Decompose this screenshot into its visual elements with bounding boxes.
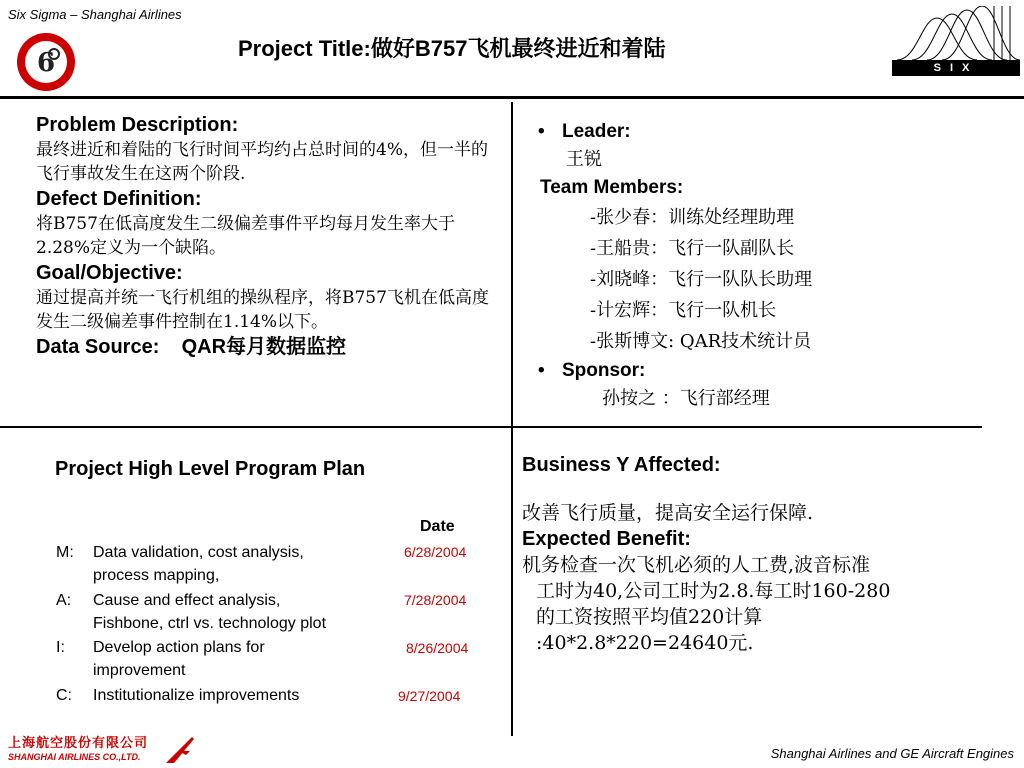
benefit-line: 机务检查一次飞机必须的人工费,波音标准 (522, 554, 871, 576)
plan-row-date: 7/28/2004 (404, 592, 467, 608)
plan-row-key: A: (56, 592, 72, 609)
shanghai-airlines-footer-logo (6, 733, 196, 765)
bullet-icon: • (538, 360, 545, 381)
benefit-line: 的工资按照平均值220计算 (536, 606, 763, 628)
horizontal-divider (0, 426, 982, 428)
leader-row (538, 118, 978, 146)
member-item: -刘晓峰：飞行一队队长助理 (590, 269, 813, 290)
leader-name: 王锐 (566, 149, 602, 170)
plan-row-date: 9/27/2004 (398, 688, 461, 704)
sponsor-heading: Sponsor: (562, 360, 646, 381)
footer-text: Shanghai Airlines and GE Aircraft Engines (770, 746, 1014, 761)
benefit-line: 工时为40,公司工时为2.8.每工时160-280 (536, 580, 891, 602)
plan-title: Project High Level Program Plan (55, 458, 366, 480)
member-item: -张斯博文: QAR技术统计员 (590, 331, 812, 352)
header-divider (0, 96, 1024, 99)
footer-logo-cn: 上海航空股份有限公司 (8, 736, 149, 751)
plan-date-header: Date (420, 518, 455, 535)
plan-row (56, 541, 393, 587)
plan-row-line1: Cause and effect analysis, (93, 592, 281, 609)
plan-row-line1: Develop action plans for (93, 639, 265, 656)
plan-row-date: 8/26/2004 (406, 640, 469, 656)
leader-heading: Leader: (562, 121, 631, 142)
shanghai-airlines-logo (16, 32, 76, 92)
benefit-line: :40*2.8*220=24640元. (536, 632, 754, 654)
svg-text:6: 6 (36, 48, 56, 78)
team-section (538, 118, 978, 413)
plan-row-line2: process mapping, (93, 567, 220, 584)
defect-heading: Defect Definition: (36, 188, 202, 210)
defect-text: 将B757在低高度发生二级偏差事件平均每月发生率大于2.28%定义为一个缺陷。 (36, 214, 455, 258)
plan-row-key: M: (56, 544, 74, 561)
member-item: -张少春：训练处经理助理 (590, 207, 795, 228)
member-item: -王船贵：飞行一队副队长 (590, 238, 795, 259)
plan-row-line2: improvement (93, 662, 186, 679)
plan-row-line2: Fishbone, ctrl vs. technology plot (93, 615, 327, 632)
plan-row (56, 636, 393, 682)
problem-section (36, 112, 496, 360)
plan-row-key: C: (56, 687, 72, 704)
footer-logo-en: SHANGHAI AIRLINES CO.,LTD. (8, 752, 141, 762)
data-source-line (36, 334, 496, 360)
business-section (522, 452, 1002, 656)
plan-row-line1: Institutionalize improvements (93, 687, 300, 704)
member-item: -计宏辉：飞行一队机长 (590, 300, 777, 321)
problem-text: 最终进近和着陆的飞行时间平均约占总时间的4%，但一半的飞行事故发生在这两个阶段. (36, 140, 488, 184)
problem-heading: Problem Description: (36, 114, 239, 136)
data-source-heading: Data Source: (36, 336, 160, 358)
plan-row-date: 6/28/2004 (404, 544, 467, 560)
business-affected-text: 改善飞行质量，提高安全运行保障. (522, 502, 814, 524)
page-title: Project Title:做好B757飞机最终进近和着陆 (238, 36, 666, 61)
benefit-heading: Expected Benefit: (522, 528, 691, 550)
plan-row (56, 589, 403, 635)
goal-heading: Goal/Objective: (36, 262, 183, 284)
header-tag: Six Sigma – Shanghai Airlines (8, 7, 182, 22)
goal-text: 通过提高并统一飞行机组的操纵程序，将B757飞机在低高度发生二级偏差事件控制在1.14%以下。 (36, 288, 489, 332)
plan-row (56, 684, 393, 707)
plan-row-key: I: (56, 639, 65, 656)
sponsor-name: 孙按之 ：飞行部经理 (602, 388, 770, 409)
members-heading: Team Members: (540, 177, 684, 198)
business-affected-heading: Business Y Affected: (522, 454, 721, 476)
plan-row-line1: Data validation, cost analysis, (93, 544, 304, 561)
data-source-text: QAR每月数据监控 (181, 336, 347, 358)
sponsor-row (538, 357, 978, 385)
six-sigma-wordmark: SIX SIGMA (892, 60, 1020, 76)
bullet-icon: • (538, 121, 545, 142)
vertical-divider (511, 102, 513, 736)
